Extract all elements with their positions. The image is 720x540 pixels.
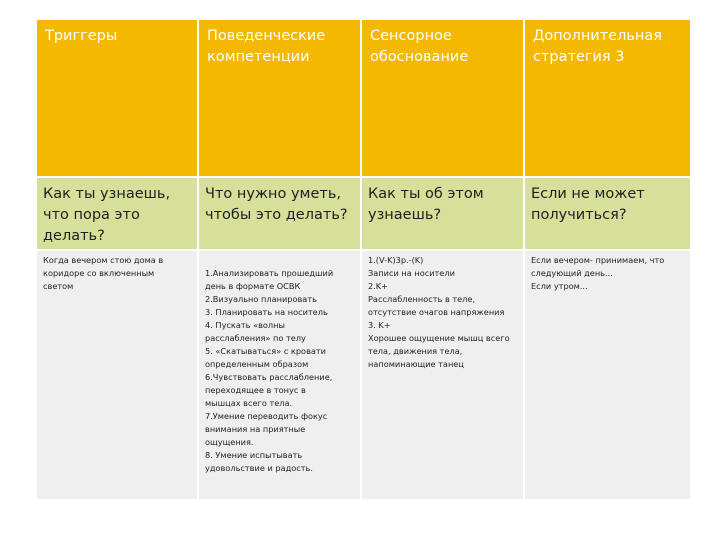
body-line: удовольствие и радость. [205,463,313,473]
body-competencies [199,251,360,499]
body-line: Если утром... [531,281,588,291]
question-additional: Если не может получиться? [525,178,690,249]
header-triggers: Триггеры [37,20,197,176]
body-line: день в формате ОСВК [205,281,301,291]
body-line: 5. «Скатываться» с кровати [205,346,327,356]
body-line: тела, движения тела, [368,346,463,356]
body-line: 3. Планировать на носитель [205,307,328,317]
body-line: 6.Чувствовать расслабление, [205,372,333,382]
body-line: 3. K+ [368,320,391,330]
body-line: отсутствие очагов напряжения [368,307,505,317]
body-line: 8. Умение испытывать [205,450,303,460]
header-sensory-basis: Сенсорное обоснование [362,20,523,176]
body-line: 1.Анализировать прошедший [205,268,334,278]
question-competencies: Что нужно уметь, чтобы это делать? [199,178,360,249]
body-line: Записи на носители [368,268,455,278]
body-line: 2.K+ [368,281,389,291]
body-line: Когда вечером стою дома в [43,255,164,265]
strategy-table [37,20,684,499]
body-line: 7.Умение переводить фокус [205,411,328,421]
body-line: 1.(V-K)3р.-(K) [368,255,424,265]
body-line: напоминающие танец [368,359,464,369]
body-additional [525,251,690,499]
body-line: мышцах всего тела. [205,398,293,408]
body-line: 2.Визуально планировать [205,294,317,304]
body-line: коридоре со включенным [43,268,155,278]
body-line: Расслабленность в теле, [368,294,476,304]
body-line: расслабления» по телу [205,333,306,343]
header-additional-strategy: Дополнительная стратегия 3 [525,20,690,176]
body-line: светом [43,281,74,291]
body-triggers [37,251,197,499]
body-line: 4. Пускать «волны [205,320,285,330]
body-line: Хорошее ощущение мышц всего [368,333,510,343]
body-line: переходящее в тонус в [205,385,306,395]
body-line: Если вечером- принимаем, что [531,255,665,265]
header-behavioral-competencies: Поведенческие компетенции [199,20,360,176]
question-triggers: Как ты узнаешь, что пора это делать? [37,178,197,249]
body-line: определенным образом [205,359,309,369]
question-sensory: Как ты об этом узнаешь? [362,178,523,249]
body-line: ощущения. [205,437,254,447]
body-line: внимания на приятные [205,424,306,434]
body-line: следующий день... [531,268,613,278]
body-sensory [362,251,523,499]
